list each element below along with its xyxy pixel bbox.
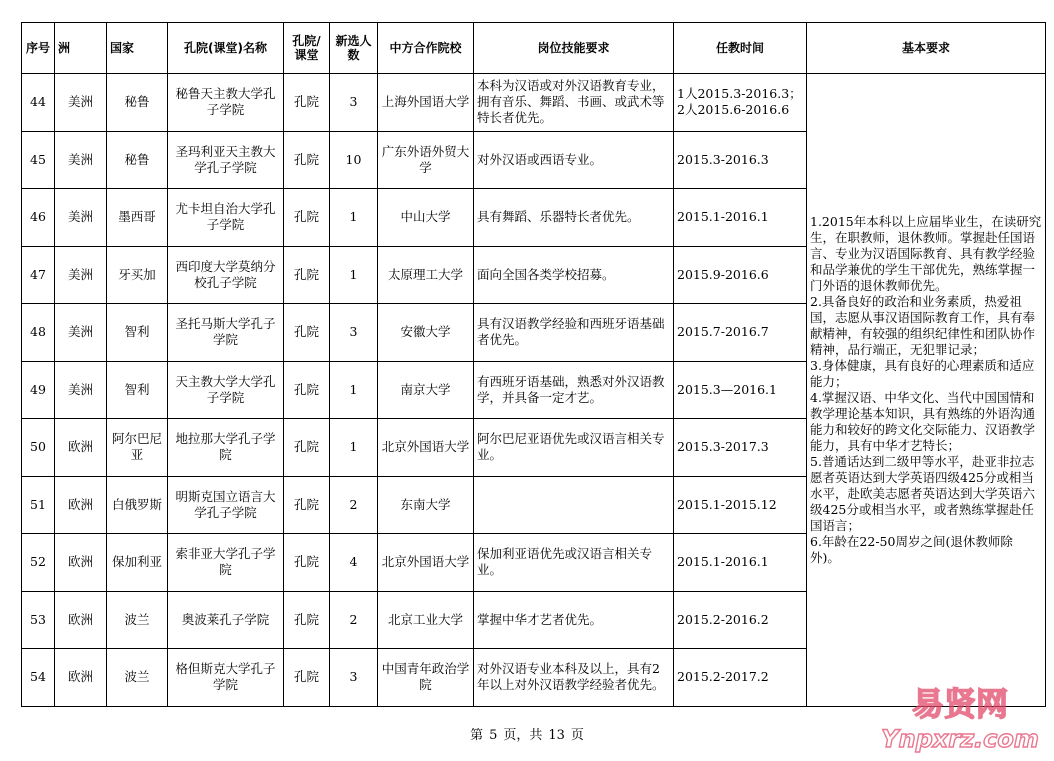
cell-skills: 具有舞蹈、乐器特长者优先。: [474, 189, 674, 247]
cell-term: 2015.9-2016.6: [674, 246, 807, 304]
cell-country: 白俄罗斯: [107, 476, 168, 534]
footer-mid: 页，共: [503, 728, 543, 743]
cell-institute: 奥波莱孔子学院: [168, 591, 284, 649]
cell-quota: 2: [330, 476, 378, 534]
cell-seq: 49: [22, 361, 55, 419]
cell-partner: 北京工业大学: [378, 591, 474, 649]
cell-term: 2015.7-2016.7: [674, 304, 807, 362]
cell-type: 孔院: [284, 419, 330, 477]
cell-continent: 欧洲: [55, 476, 107, 534]
cell-seq: 53: [22, 591, 55, 649]
cell-skills: 面向全国各类学校招募。: [474, 246, 674, 304]
cell-term: 2015.2-2017.2: [674, 649, 807, 707]
cell-type: 孔院: [284, 131, 330, 189]
cell-quota: 1: [330, 419, 378, 477]
header-term: 任教时间: [674, 23, 807, 74]
cell-term: 2015.1-2016.1: [674, 534, 807, 592]
header-country: 国家: [107, 23, 168, 74]
cell-country: 波兰: [107, 649, 168, 707]
cell-seq: 51: [22, 476, 55, 534]
cell-quota: 1: [330, 246, 378, 304]
footer-page: 5: [489, 728, 498, 743]
cell-type: 孔院: [284, 591, 330, 649]
cell-skills: 具有汉语教学经验和西班牙语基础者优先。: [474, 304, 674, 362]
cell-partner: 安徽大学: [378, 304, 474, 362]
cell-continent: 美洲: [55, 361, 107, 419]
cell-term: 2015.3-2016.3: [674, 131, 807, 189]
cell-term: 2015.1-2015.12: [674, 476, 807, 534]
header-continent: 洲: [55, 23, 107, 74]
cell-partner: 上海外国语大学: [378, 74, 474, 132]
cell-continent: 美洲: [55, 304, 107, 362]
cell-partner: 东南大学: [378, 476, 474, 534]
cell-quota: 2: [330, 591, 378, 649]
cell-partner: 北京外国语大学: [378, 534, 474, 592]
cell-partner: 南京大学: [378, 361, 474, 419]
cell-term: 2015.3—2016.1: [674, 361, 807, 419]
table-body: [22, 74, 1046, 707]
cell-term: 2015.3-2017.3: [674, 419, 807, 477]
cell-skills: 有西班牙语基础，熟悉对外汉语教学，并具备一定才艺。: [474, 361, 674, 419]
header-row: [22, 23, 1046, 74]
footer-total: 13: [548, 728, 565, 743]
cell-continent: 美洲: [55, 74, 107, 132]
cell-seq: 45: [22, 131, 55, 189]
basic-requirements-cell: [807, 74, 1046, 707]
cell-quota: 3: [330, 304, 378, 362]
header-quota: 新选人数: [330, 23, 378, 74]
watermark-top-text: 易贤网: [911, 685, 1009, 723]
cell-institute: 圣托马斯大学孔子学院: [168, 304, 284, 362]
cell-skills: 保加利亚语优先或汉语言相关专业。: [474, 534, 674, 592]
cell-continent: 欧洲: [55, 649, 107, 707]
watermark-bottom-text: Ynpxrz.com: [881, 725, 1039, 753]
cell-quota: 3: [330, 74, 378, 132]
cell-seq: 54: [22, 649, 55, 707]
cell-continent: 美洲: [55, 131, 107, 189]
cell-skills: 对外汉语或西语专业。: [474, 131, 674, 189]
cell-type: 孔院: [284, 74, 330, 132]
cell-institute: 格但斯克大学孔子学院: [168, 649, 284, 707]
requirement-item: 3.身体健康，具有良好的心理素质和适应能力；: [810, 357, 1035, 389]
cell-type: 孔院: [284, 534, 330, 592]
cell-skills: [474, 476, 674, 534]
cell-country: 波兰: [107, 591, 168, 649]
watermark-logo: [880, 681, 1040, 755]
cell-type: 孔院: [284, 361, 330, 419]
cell-continent: 欧洲: [55, 591, 107, 649]
cell-country: 秘鲁: [107, 74, 168, 132]
cell-institute: 西印度大学莫纳分校孔子学院: [168, 246, 284, 304]
cell-seq: 46: [22, 189, 55, 247]
cell-term: 1人2015.3-2016.3；2人2015.6-2016.6: [674, 74, 807, 132]
cell-continent: 美洲: [55, 246, 107, 304]
header-seq: 序号: [22, 23, 55, 74]
cell-quota: 10: [330, 131, 378, 189]
header-type: 孔院/课堂: [284, 23, 330, 74]
cell-seq: 50: [22, 419, 55, 477]
cell-skills: 对外汉语专业本科及以上，具有2年以上对外汉语教学经验者优先。: [474, 649, 674, 707]
cell-seq: 47: [22, 246, 55, 304]
requirement-item: 5.普通话达到二级甲等水平，赴亚非拉志愿者英语达到大学英语四级425分或相当水平，赴欧美志愿者英语达到大学英语六级425分或相当水平，或者熟练掌握赴任国语言；: [810, 453, 1036, 533]
cell-skills: 掌握中华才艺者优先。: [474, 591, 674, 649]
cell-country: 智利: [107, 304, 168, 362]
cell-country: 秘鲁: [107, 131, 168, 189]
cell-continent: 欧洲: [55, 419, 107, 477]
cell-type: 孔院: [284, 246, 330, 304]
cell-skills: 阿尔巴尼亚语优先或汉语言相关专业。: [474, 419, 674, 477]
cell-country: 智利: [107, 361, 168, 419]
cell-seq: 44: [22, 74, 55, 132]
cell-type: 孔院: [284, 304, 330, 362]
cell-country: 保加利亚: [107, 534, 168, 592]
cell-partner: 太原理工大学: [378, 246, 474, 304]
header-skills: 岗位技能要求: [474, 23, 674, 74]
cell-term: 2015.1-2016.1: [674, 189, 807, 247]
table-row: [22, 74, 1046, 132]
requirement-item: 1.2015年本科以上应届毕业生，在读研究生，在职教师，退休教师。掌握赴任国语言、专业为汉语国际教育、具有教学经验和品学兼优的学生干部优先，熟练掌握一门外语的退休教师优先。: [810, 213, 1042, 293]
cell-institute: 地拉那大学孔子学院: [168, 419, 284, 477]
requirement-item: 6.年龄在22-50周岁之间(退休教师除外)。: [810, 533, 1013, 565]
cell-quota: 1: [330, 189, 378, 247]
requirement-item: 2.具备良好的政治和业务素质，热爱祖国，志愿从事汉语国际教育工作，具有奉献精神，有较强的组织纪律性和团队协作精神，品行端正，无犯罪记录；: [810, 293, 1036, 357]
header-institute: 孔院(课堂)名称: [168, 23, 284, 74]
footer-suffix: 页: [570, 728, 584, 743]
cell-quota: 4: [330, 534, 378, 592]
cell-institute: 天主教大学大学孔子学院: [168, 361, 284, 419]
volunteer-table: [21, 22, 1046, 707]
header-basic: 基本要求: [807, 23, 1046, 74]
cell-partner: 中国青年政治学院: [378, 649, 474, 707]
header-partner: 中方合作院校: [378, 23, 474, 74]
cell-institute: 尤卡坦自治大学孔子学院: [168, 189, 284, 247]
cell-partner: 广东外语外贸大学: [378, 131, 474, 189]
cell-country: 牙买加: [107, 246, 168, 304]
cell-type: 孔院: [284, 476, 330, 534]
cell-quota: 1: [330, 361, 378, 419]
cell-institute: 索非亚大学孔子学院: [168, 534, 284, 592]
cell-country: 阿尔巴尼亚: [107, 419, 168, 477]
cell-institute: 明斯克国立语言大学孔子学院: [168, 476, 284, 534]
requirement-item: 4.掌握汉语、中华文化、当代中国国情和教学理论基本知识，具有熟练的外语沟通能力和较好的跨文化交际能力、汉语教学能力，具有中华才艺特长；: [810, 389, 1036, 453]
cell-term: 2015.2-2016.2: [674, 591, 807, 649]
cell-type: 孔院: [284, 649, 330, 707]
cell-skills: 本科为汉语或对外汉语教育专业，拥有音乐、舞蹈、书画、或武术等特长者优先。: [474, 74, 674, 132]
cell-country: 墨西哥: [107, 189, 168, 247]
cell-partner: 中山大学: [378, 189, 474, 247]
cell-quota: 3: [330, 649, 378, 707]
footer-prefix: 第: [470, 728, 484, 743]
cell-continent: 欧洲: [55, 534, 107, 592]
cell-institute: 圣玛利亚天主教大学孔子学院: [168, 131, 284, 189]
cell-seq: 52: [22, 534, 55, 592]
cell-type: 孔院: [284, 189, 330, 247]
cell-partner: 北京外国语大学: [378, 419, 474, 477]
cell-continent: 美洲: [55, 189, 107, 247]
cell-seq: 48: [22, 304, 55, 362]
cell-institute: 秘鲁天主教大学孔子学院: [168, 74, 284, 132]
